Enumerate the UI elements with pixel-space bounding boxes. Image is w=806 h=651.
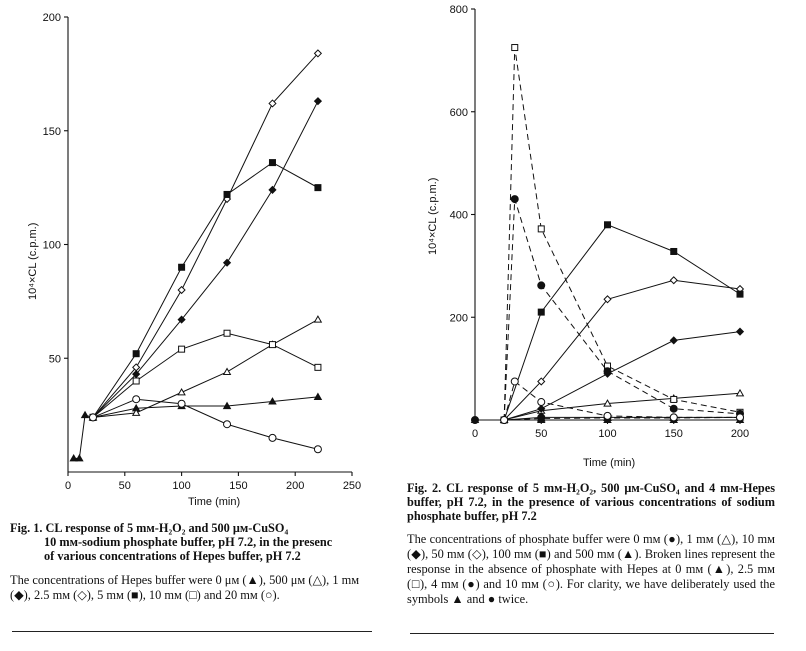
fig2-series-100-mm-phosphate-point	[605, 222, 611, 228]
fig2-x-tick-label: 0	[471, 428, 479, 440]
fig2-series-100-mm-phosphate	[501, 222, 743, 423]
fig1-series-0-m-hepes-line	[74, 397, 318, 458]
fig1-rule	[12, 631, 372, 632]
fig1-series-20-mm-hepes-point	[269, 434, 276, 441]
fig2-chart	[427, 4, 749, 469]
fig1-series-0-m-hepes	[70, 394, 321, 461]
fig1-x-tick-label: 100	[172, 480, 191, 492]
fig1-series-5-mm-hepes-point	[224, 191, 230, 197]
fig1-x-tick-label: 50	[118, 480, 131, 492]
fig1-y-tick-label: 150	[42, 125, 61, 138]
fig1-caption	[10, 521, 376, 603]
fig1-title-line3: of various concentrations of Hepes buffer, pH 7.2	[44, 549, 301, 563]
fig2-series-hepes-0-mm-no-phosphate	[501, 414, 744, 423]
fig1-x-tick-label: 150	[229, 480, 248, 492]
fig1-series-20-mm-hepes-line	[93, 399, 318, 449]
fig1-title-line1: Fig. 1. CL response of 5 mᴍ-H₂O₂ and 500 μᴍ-CuSO₄	[10, 521, 289, 535]
fig2-y-tick-label: 200	[449, 312, 468, 325]
fig2-caption-body: The concentrations of phosphate buffer were 0 mᴍ (●), 1 mᴍ (△), 10 mᴍ (◆), 50 mᴍ (◇), 100 mᴍ (■) and 500 mᴍ (▲). Broken lines represent the response in the absence of phosphate with Hepes at 0 mᴍ (▲), 2.5 mᴍ (□), 4 mᴍ (●) and 10 mᴍ (○). For clarity, we have deliberately used the symbols ▲ and ● twice.	[407, 532, 775, 606]
fig2-x-tick-label: 150	[664, 428, 683, 440]
fig2-x-tick-label: 200	[730, 428, 750, 440]
fig1-y-tick-label: 100	[42, 239, 61, 252]
fig1-series-10-mm-hepes-point	[133, 378, 139, 384]
fig2-series-hepes-10-mm-no-phosphate-point	[501, 417, 508, 424]
fig2-x-axis-label: Time (min)	[583, 457, 636, 469]
fig2-series-50-mm-phosphate-point	[670, 277, 677, 284]
fig2-x-tick-label: 100	[598, 428, 617, 440]
fig1-series-5-mm-hepes-point	[269, 160, 275, 166]
fig1-series-500-m-hepes-point	[178, 389, 185, 395]
fig1-y-axis-label: 10⁴×CL (c.p.m.)	[27, 222, 39, 300]
fig2-series-hepes-10-mm-no-phosphate-point	[604, 412, 611, 419]
fig2-series-hepes-4-mm-no-phosphate	[501, 196, 744, 424]
fig1-chart	[27, 12, 361, 508]
fig1-title-line2: 10 mᴍ-sodium phosphate buffer, pH 7.2, in the presenc	[44, 535, 333, 549]
fig1-series-2-5-mm-hepes-point	[178, 287, 185, 294]
fig1-series-20-mm-hepes-point	[133, 396, 140, 403]
fig1-series-20-mm-hepes-point	[178, 400, 185, 407]
fig2-series-hepes-2-5-mm-no-phosphate-point	[538, 226, 544, 232]
fig1-series-20-mm-hepes-point	[314, 446, 321, 453]
fig2-series-100-mm-phosphate-point	[538, 309, 544, 315]
fig1-x-tick-label: 200	[286, 480, 305, 492]
fig2-caption-title: Fig. 2. CL response of 5 mᴍ-H₂O₂, 500 μᴍ-CuSO₄ and 4 mᴍ-Hepes buffer, pH 7.2, in the presence of various concentrations of sodium phosphate buffer, pH 7.2	[407, 481, 775, 523]
fig2-series-100-mm-phosphate-line	[504, 225, 740, 420]
fig1-series-10-mm-hepes-point	[179, 346, 185, 352]
fig1-series-10-mm-hepes-point	[224, 330, 230, 336]
fig1-series-1-mm-hepes-line	[93, 101, 318, 417]
fig2-series-hepes-10-mm-no-phosphate-point	[670, 414, 677, 421]
fig1-y-tick-label: 50	[48, 353, 61, 366]
fig2-caption	[407, 481, 775, 607]
fig2-y-tick-label: 800	[449, 4, 468, 16]
fig2-y-axis-label: 10⁴×CL (c.p.m.)	[427, 177, 439, 255]
fig2-series-hepes-10-mm-no-phosphate-point	[737, 414, 744, 421]
fig1-series-2-5-mm-hepes-line	[93, 53, 318, 417]
fig1-x-tick-label: 250	[342, 480, 362, 492]
fig1-series-10-mm-hepes-point	[269, 342, 275, 348]
fig1-y-tick-label: 200	[42, 12, 61, 24]
fig2-series-hepes-2-5-mm-no-phosphate-point	[671, 396, 677, 402]
fig2-series-10-mm-phosphate-point	[670, 337, 677, 344]
fig2-y-tick-label: 400	[449, 209, 468, 222]
fig1-series-10-mm-hepes-line	[93, 333, 318, 417]
fig2-series-hepes-4-mm-no-phosphate-point	[670, 405, 677, 412]
fig2-series-hepes-4-mm-no-phosphate-point	[604, 368, 611, 375]
fig2-series-hepes-2-5-mm-no-phosphate-point	[512, 45, 518, 51]
fig1-series-5-mm-hepes-point	[179, 264, 185, 270]
fig2-series-10-mm-phosphate	[501, 328, 744, 423]
fig1-series-10-mm-hepes-point	[315, 364, 321, 370]
fig1-series-20-mm-hepes-point	[89, 414, 96, 421]
fig2-series-hepes-4-mm-no-phosphate-point	[511, 196, 518, 203]
fig1-series-2-5-mm-hepes	[90, 50, 322, 421]
fig1-series-10-mm-hepes	[90, 330, 321, 420]
fig1-series-5-mm-hepes-point	[133, 351, 139, 357]
fig2-rule	[410, 633, 774, 634]
fig2-series-50-mm-phosphate	[501, 277, 744, 424]
fig1-series-20-mm-hepes	[89, 396, 321, 453]
fig2-x-tick-label: 50	[535, 428, 548, 440]
fig1-series-0-m-hepes-point	[315, 394, 322, 400]
fig2-series-1-mm-phosphate-point	[737, 390, 744, 396]
fig1-x-axis-label: Time (min)	[188, 496, 241, 508]
fig1-series-20-mm-hepes-point	[224, 421, 231, 428]
fig1-series-5-mm-hepes-point	[315, 185, 321, 191]
fig1-series-1-mm-hepes	[90, 98, 322, 421]
fig2-series-hepes-10-mm-no-phosphate-point	[511, 378, 518, 385]
fig2-series-hepes-10-mm-no-phosphate-point	[538, 399, 545, 406]
fig1-series-1-mm-hepes-point	[315, 98, 322, 105]
fig2-series-hepes-4-mm-no-phosphate-point	[538, 282, 545, 289]
fig1-caption-title	[10, 521, 376, 563]
fig1-series-500-m-hepes-point	[224, 369, 231, 375]
fig1-x-tick-label: 0	[64, 480, 72, 492]
fig1-series-500-m-hepes-point	[315, 316, 322, 322]
fig2-series-100-mm-phosphate-point	[671, 248, 677, 254]
fig1-caption-body: The concentrations of Hepes buffer were 0 μᴍ (▲), 500 μᴍ (△), 1 mᴍ (◆), 2.5 mᴍ (◇), 5 mᴍ (■), 10 mᴍ (□) and 20 mᴍ (○).	[10, 573, 360, 602]
fig1-series-0-m-hepes-point	[82, 412, 89, 418]
fig1-series-1-mm-hepes-point	[269, 187, 276, 194]
fig2-series-hepes-10-mm-no-phosphate	[501, 378, 744, 424]
fig2-series-100-mm-phosphate-point	[737, 291, 743, 297]
fig2-series-10-mm-phosphate-point	[737, 328, 744, 335]
fig2-series-hepes-2-5-mm-no-phosphate-line	[504, 48, 740, 420]
fig2-y-tick-label: 600	[449, 106, 468, 119]
